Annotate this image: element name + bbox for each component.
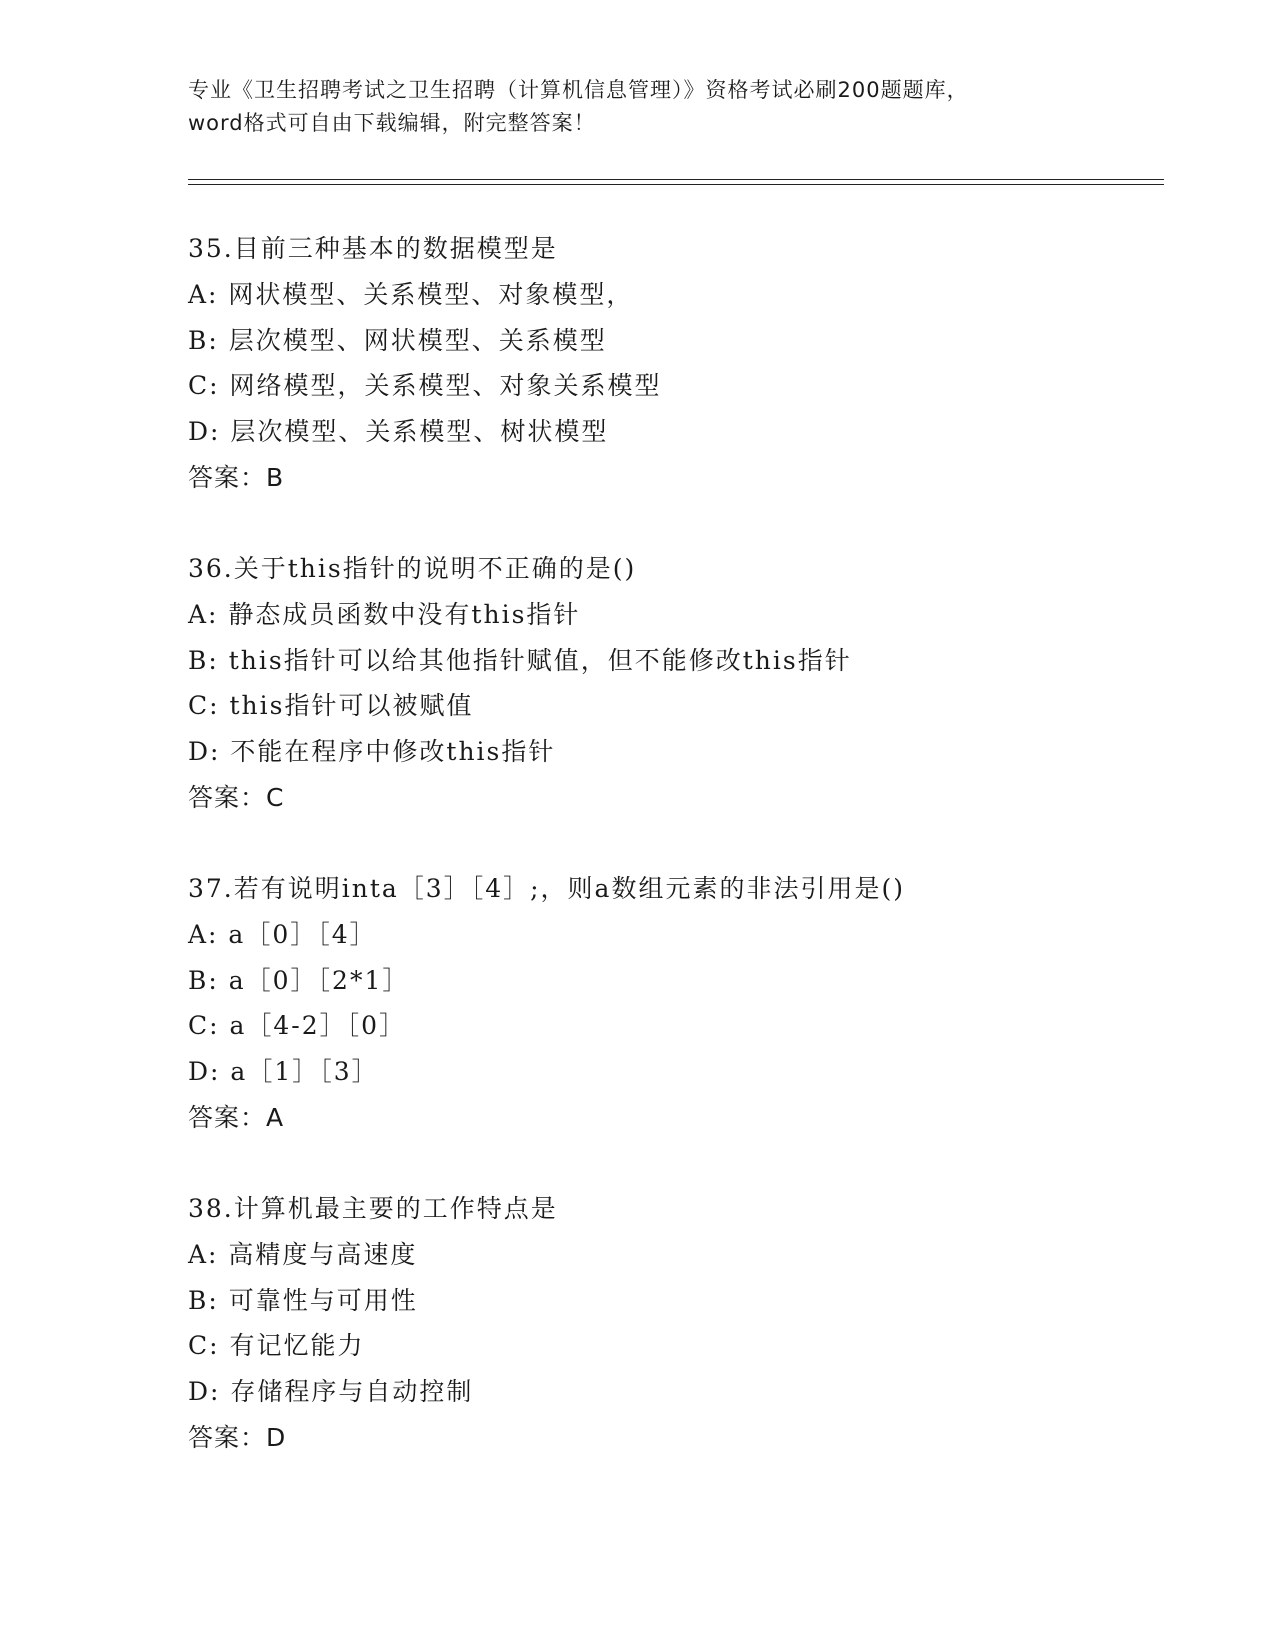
option-c: C: this指针可以被赋值 bbox=[188, 691, 474, 721]
document-header bbox=[188, 74, 1088, 140]
question-stem: 38.计算机最主要的工作特点是 bbox=[188, 1194, 558, 1223]
header-title-line2: word格式可自由下载编辑，附完整答案！ bbox=[188, 111, 596, 135]
answer-label: 答案：B bbox=[188, 462, 285, 492]
question-stem: 36.关于this指针的说明不正确的是() bbox=[188, 554, 637, 583]
answer-label: 答案：C bbox=[188, 782, 285, 812]
option-d: D: 存储程序与自动控制 bbox=[188, 1377, 474, 1407]
option-b: B: a［0］［2*1］ bbox=[188, 965, 410, 995]
header-divider-top bbox=[188, 179, 1164, 180]
option-c: C: 有记忆能力 bbox=[188, 1331, 365, 1361]
question-stem: 37.若有说明inta［3］［4］;，则a数组元素的非法引用是() bbox=[188, 874, 905, 903]
option-a: A: 网状模型、关系模型、对象模型， bbox=[188, 279, 634, 309]
answer-label: 答案：A bbox=[188, 1102, 285, 1132]
option-d: D: a［1］［3］ bbox=[188, 1057, 379, 1087]
question-38 bbox=[188, 1186, 1148, 1461]
answer-label: 答案：D bbox=[188, 1422, 287, 1452]
option-c: C: a［4-2］［0］ bbox=[188, 1011, 407, 1041]
question-stem: 35.目前三种基本的数据模型是 bbox=[188, 234, 558, 263]
header-divider-bottom bbox=[188, 184, 1164, 185]
option-b: B: this指针可以给其他指针赋值，但不能修改this指针 bbox=[188, 645, 852, 675]
option-b: B: 可靠性与可用性 bbox=[188, 1285, 418, 1315]
option-a: A: a［0］［4］ bbox=[188, 919, 377, 949]
question-36 bbox=[188, 546, 1148, 821]
option-d: D: 层次模型、关系模型、树状模型 bbox=[188, 417, 609, 447]
option-b: B: 层次模型、网状模型、关系模型 bbox=[188, 325, 607, 355]
question-35 bbox=[188, 226, 1148, 501]
option-a: A: 静态成员函数中没有this指针 bbox=[188, 599, 581, 629]
option-c: C: 网络模型，关系模型、对象关系模型 bbox=[188, 371, 662, 401]
option-a: A: 高精度与高速度 bbox=[188, 1239, 418, 1269]
question-37 bbox=[188, 866, 1148, 1141]
header-title-line1: 专业《卫生招聘考试之卫生招聘（计算机信息管理）》资格考试必刷200题题库， bbox=[188, 78, 969, 102]
option-d: D: 不能在程序中修改this指针 bbox=[188, 737, 556, 767]
